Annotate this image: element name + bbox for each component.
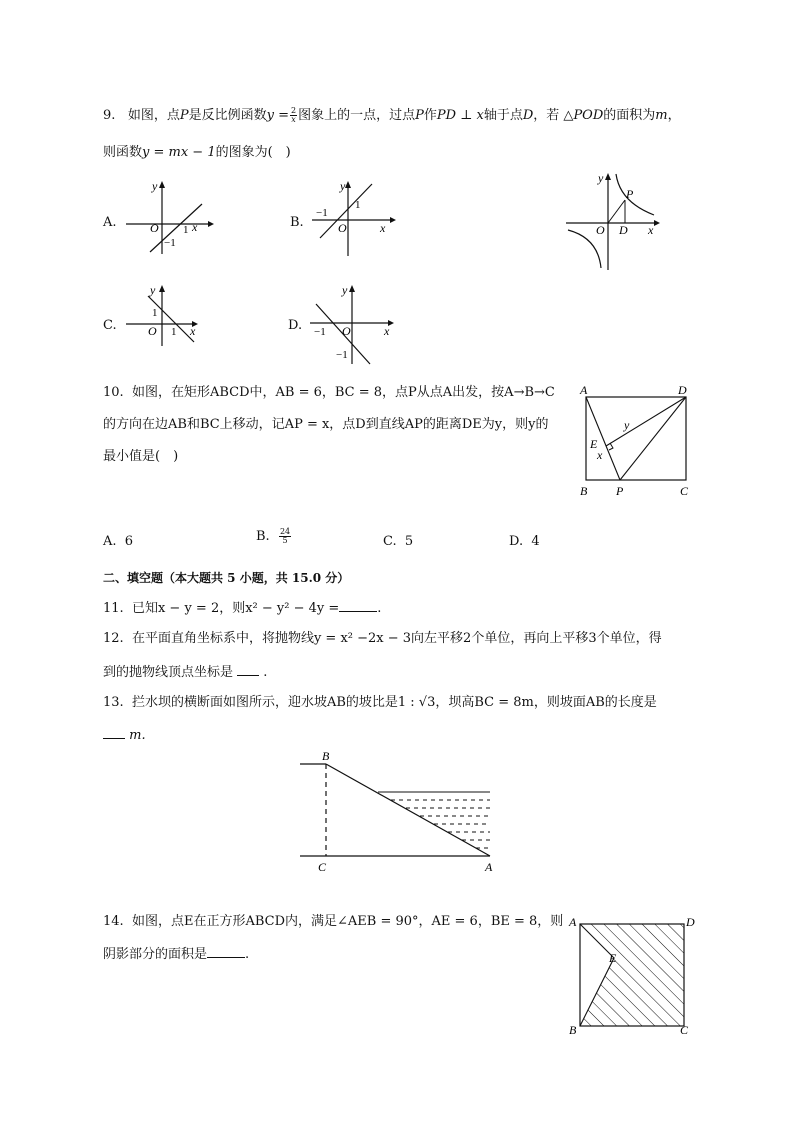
- q14-square-figure: [566, 912, 700, 1038]
- svg-text:−1: −1: [336, 349, 348, 361]
- svg-text:D: D: [619, 223, 628, 237]
- q14-line2: 阴影部分的面积是 .: [103, 947, 250, 962]
- svg-text:y: y: [342, 283, 348, 297]
- svg-text:x: x: [192, 220, 198, 234]
- q10-figure: [572, 384, 700, 500]
- svg-text:D: D: [686, 915, 695, 929]
- svg-text:1: 1: [152, 307, 158, 319]
- answer-blank: [207, 945, 245, 958]
- svg-text:D: D: [678, 384, 687, 397]
- q10-option-a: A. 6: [103, 534, 134, 549]
- svg-text:A: A: [569, 915, 577, 929]
- svg-text:y: y: [150, 283, 156, 297]
- svg-text:−1: −1: [316, 207, 328, 219]
- q10-option-c: C. 5: [383, 534, 414, 549]
- svg-text:1: 1: [355, 199, 361, 211]
- svg-text:y: y: [624, 418, 630, 432]
- svg-text:−1: −1: [164, 237, 176, 249]
- fraction-2-over-x: $\frac{2}{x}$: [290, 106, 297, 124]
- q9-option-b-label: B.: [290, 215, 304, 230]
- answer-blank: [237, 663, 259, 676]
- svg-text:O: O: [148, 324, 157, 338]
- svg-text:O: O: [338, 221, 347, 235]
- svg-text:−1: −1: [314, 326, 326, 338]
- q9-option-a-graph: [120, 176, 220, 256]
- fraction-24-over-5: $\frac{24}{5}$: [279, 527, 291, 545]
- q13-dam-figure: [296, 748, 502, 876]
- svg-text:x: x: [384, 324, 390, 338]
- svg-text:A: A: [485, 860, 493, 874]
- svg-text:C: C: [680, 484, 689, 498]
- q9-option-d-graph: [306, 280, 406, 370]
- svg-text:x: x: [597, 448, 603, 462]
- q9-line1: 9. 如图，点P是反比例函数y = $\frac{2}{x}$ 图象上的一点，过点P作PD ⊥ x轴于点D，若 △POD的面积为m，: [103, 106, 681, 124]
- q9-line2: 则函数y = mx − 1的图象为( ): [103, 145, 291, 160]
- svg-text:O: O: [150, 221, 159, 235]
- svg-text:B: B: [569, 1023, 577, 1037]
- q10-line2: 的方向在边AB和BC上移动，记AP = x，点D到直线AP的距离DE为y，则y的: [103, 417, 549, 432]
- svg-text:y: y: [152, 179, 158, 193]
- q9-option-d-label: D.: [288, 318, 303, 333]
- q9-option-c-label: C.: [103, 318, 117, 333]
- svg-text:P: P: [616, 484, 624, 498]
- svg-text:B: B: [322, 749, 330, 763]
- q10-option-d: D. 4: [509, 534, 540, 549]
- svg-text:C: C: [680, 1023, 689, 1037]
- q9-option-c-graph: [122, 280, 222, 350]
- q13-line2: m.: [103, 726, 146, 745]
- q9-option-b-graph: [308, 176, 408, 256]
- svg-text:1: 1: [183, 224, 189, 236]
- q14-line1: 14. 如图，点E在正方形ABCD内，满足∠AEB = 90°，AE = 6，BE = 8，则: [103, 914, 564, 929]
- svg-text:B: B: [580, 484, 588, 498]
- q9-reference-graph: [562, 168, 666, 272]
- q13-line1: 13. 拦水坝的横断面如图所示，迎水坡AB的坡比是1 : √3，坝高BC = 8m，则坡面AB的长度是: [103, 695, 657, 710]
- answer-blank: [339, 599, 377, 612]
- q10-line3: 最小值是( ): [103, 449, 179, 464]
- answer-blank: [103, 726, 125, 739]
- q11-line: 11. 已知x − y = 2，则x² − y² − 4y = .: [103, 601, 382, 616]
- q9-option-a-label: A.: [103, 215, 117, 230]
- svg-text:x: x: [190, 324, 196, 338]
- q10-line1: 10. 如图，在矩形ABCD中，AB = 6，BC = 8，点P从点A出发，按A→B→C: [103, 385, 555, 400]
- svg-text:E: E: [609, 951, 617, 965]
- svg-text:O: O: [342, 324, 351, 338]
- svg-text:O: O: [596, 223, 605, 237]
- svg-text:E: E: [590, 437, 598, 451]
- svg-text:A: A: [580, 384, 588, 397]
- svg-text:x: x: [648, 223, 654, 237]
- q10-option-b: B. $\frac{24}{5}$: [256, 527, 291, 545]
- svg-text:P: P: [626, 187, 634, 201]
- svg-text:C: C: [318, 860, 327, 874]
- svg-text:y: y: [340, 179, 346, 193]
- q12-line2: 到的抛物线顶点坐标是 .: [103, 665, 268, 680]
- q12-line1: 12. 在平面直角坐标系中，将抛物线y = x² −2x − 3向左平移2个单位，再向上平移3个单位，得: [103, 631, 662, 646]
- svg-text:y: y: [598, 171, 604, 185]
- svg-text:1: 1: [171, 326, 177, 338]
- svg-text:x: x: [380, 221, 386, 235]
- section-heading-fill-in: 二、填空题（本大题共 5 小题，共 15.0 分）: [103, 571, 350, 585]
